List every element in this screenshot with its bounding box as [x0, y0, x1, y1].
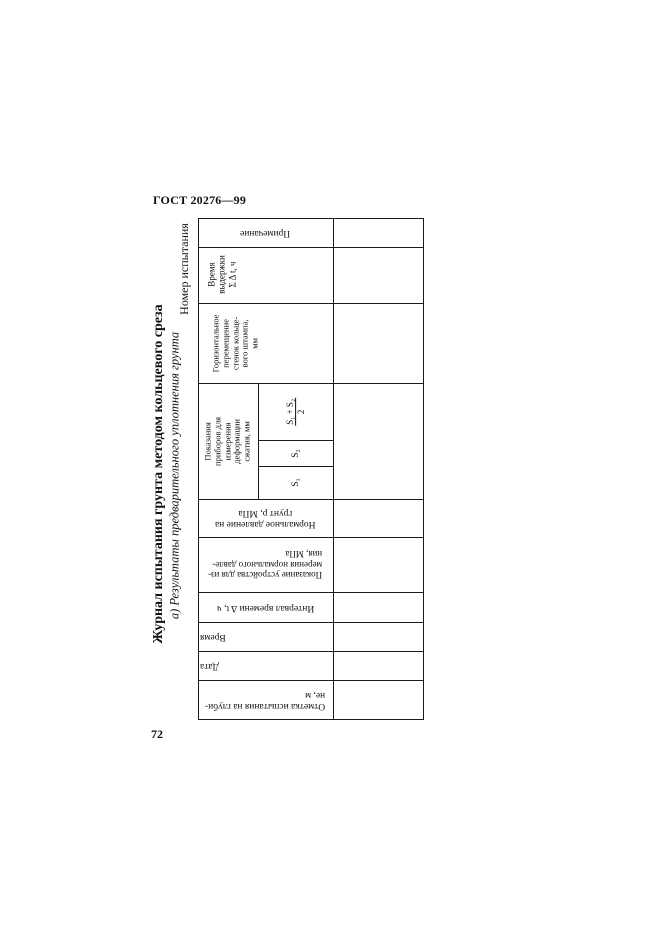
column-header-notes: Примечание	[240, 227, 291, 238]
table-border	[423, 218, 424, 720]
document-header: ГОСТ 20276—99	[153, 193, 247, 207]
column-header-time-interval: Интервал времени Δ t, ч	[216, 602, 315, 613]
column-header-s1: S₁	[290, 478, 301, 487]
table-border	[198, 719, 424, 720]
column-header-deformation: Показания приборов для измерения деформации сжатия, мм	[202, 416, 252, 466]
journal-title: Журнал испытания грунта методом кольцевого среза	[151, 304, 166, 644]
column-header-horizontal-displacement: Горизонтальное перемещение стенок кольце- вого штампа, мм	[210, 314, 260, 372]
test-number-label: Номер испытания	[177, 223, 191, 315]
column-header-average-deformation: S₁ + S₂ 2	[285, 398, 307, 425]
column-header-time: Время	[200, 631, 226, 642]
column-header-pressure-device: Показание устройства для из- мерения нормального давле- ния, МПа	[208, 549, 323, 581]
column-header-hold-time: Время выдержки Σ Δ t, ч	[206, 255, 238, 295]
page-number: 72	[151, 727, 163, 741]
journal-subtitle: а) Результаты предварительного уплотнения грунта	[167, 331, 182, 620]
column-header-s2: S₂	[290, 448, 301, 458]
column-header-test-depth: Отметка испытания на глуби- не, м	[205, 689, 326, 711]
column-header-normal-pressure: Нормальное давление на грунт p, МПа	[215, 508, 316, 529]
column-header-date: Дата	[200, 660, 219, 671]
